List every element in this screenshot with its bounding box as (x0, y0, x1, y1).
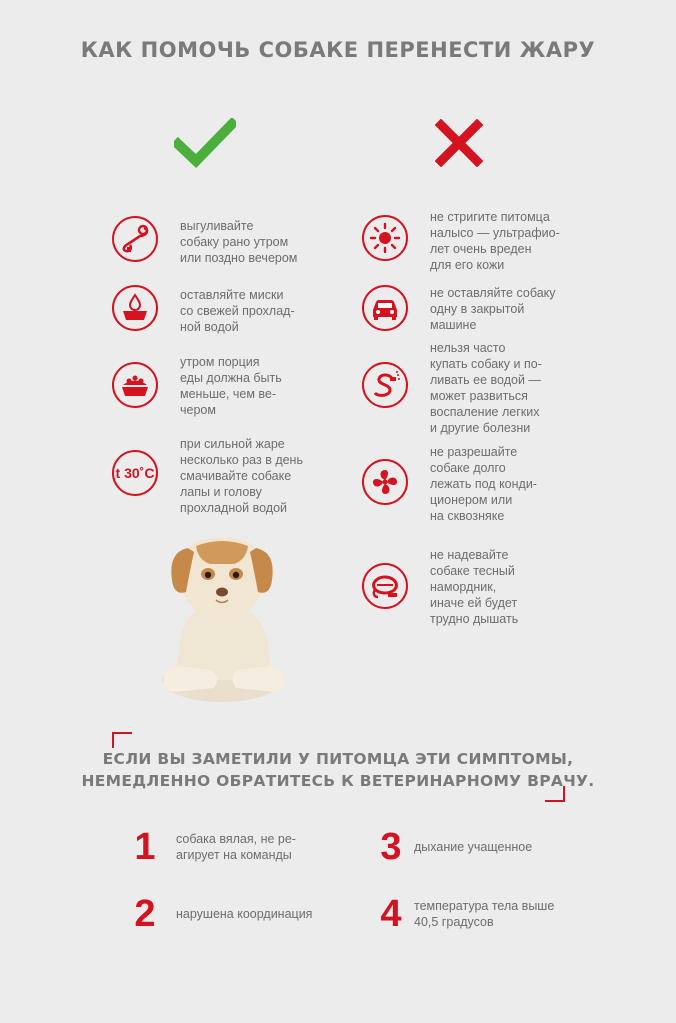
symptom-text: температура тела выше 40,5 градусов (414, 899, 555, 929)
page-title: КАК ПОМОЧЬ СОБАКЕ ПЕРЕНЕСТИ ЖАРУ (80, 38, 596, 62)
checkmark-icon (174, 118, 236, 168)
warning-line-1: ЕСЛИ ВЫ ЗАМЕТИЛИ У ПИТОМЦА ЭТИ СИМПТОМЫ, (102, 750, 574, 768)
do-item-leash (112, 216, 297, 266)
symptom-item (376, 895, 554, 933)
symptom-item (130, 828, 296, 866)
puppy-image (150, 530, 300, 710)
symptom-item (376, 828, 532, 866)
do-item-text: выгуливайте собаку рано утром или поздно вечером (180, 219, 298, 265)
dont-item-car (362, 285, 556, 333)
do-item-text: утром порция еды должна быть меньше, чем ве- чером (180, 355, 282, 417)
symptom-number: 3 (380, 826, 402, 868)
water-bowl-icon (112, 285, 158, 331)
warning-line-2: НЕМЕДЛЕННО ОБРАТИТЕСЬ К ВЕТЕРИНАРНОМУ ВРАЧУ. (81, 772, 595, 790)
leash-icon (112, 216, 158, 262)
sun-icon (362, 215, 408, 261)
symptom-number: 2 (134, 893, 156, 935)
symptom-text: собака вялая, не ре- агирует на команды (176, 832, 296, 862)
dont-item-fan (362, 445, 537, 524)
dont-item-hose (362, 341, 542, 436)
symptom-number: 4 (380, 893, 402, 935)
dont-item-muzzle (362, 548, 519, 627)
fan-icon (362, 459, 408, 505)
do-item-text: при сильной жаре несколько раз в день смачивайте собаке лапы и голову прохладной водой (180, 437, 303, 515)
car-icon (362, 285, 408, 331)
muzzle-icon (362, 563, 408, 609)
symptom-item (130, 895, 312, 933)
dont-item-sun (362, 210, 560, 273)
do-item-food (112, 355, 282, 418)
symptom-text: дыхание учащенное (414, 840, 533, 854)
food-bowl-icon (112, 362, 158, 408)
dont-item-text: не надевайте собаке тесный намордник, иначе ей будет трудно дышать (430, 548, 519, 626)
do-item-water (112, 285, 295, 335)
do-item-temperature (112, 437, 303, 516)
temperature-label: t 30˚C (115, 465, 155, 481)
symptom-number: 1 (134, 826, 156, 868)
warning-heading (0, 748, 676, 792)
dont-item-text: нельзя часто купать собаку и по- ливать ее водой — может развиться воспаление легких и другие болезни (430, 341, 542, 435)
cross-icon (435, 119, 483, 167)
frame-corner-top-left (112, 732, 132, 748)
hose-icon (362, 362, 408, 408)
dont-item-text: не разрешайте собаке долго лежать под конди- ционером или на сквозняке (430, 445, 537, 523)
symptom-text: нарушена координация (176, 907, 313, 921)
dont-item-text: не стригите питомца налысо — ультрафио- лет очень вреден для его кожи (430, 210, 560, 272)
do-item-text: оставляйте миски со свежей прохлад- ной водой (180, 288, 295, 334)
temperature-icon (112, 450, 158, 496)
dont-item-text: не оставляйте собаку одну в закрытой машине (430, 286, 556, 332)
